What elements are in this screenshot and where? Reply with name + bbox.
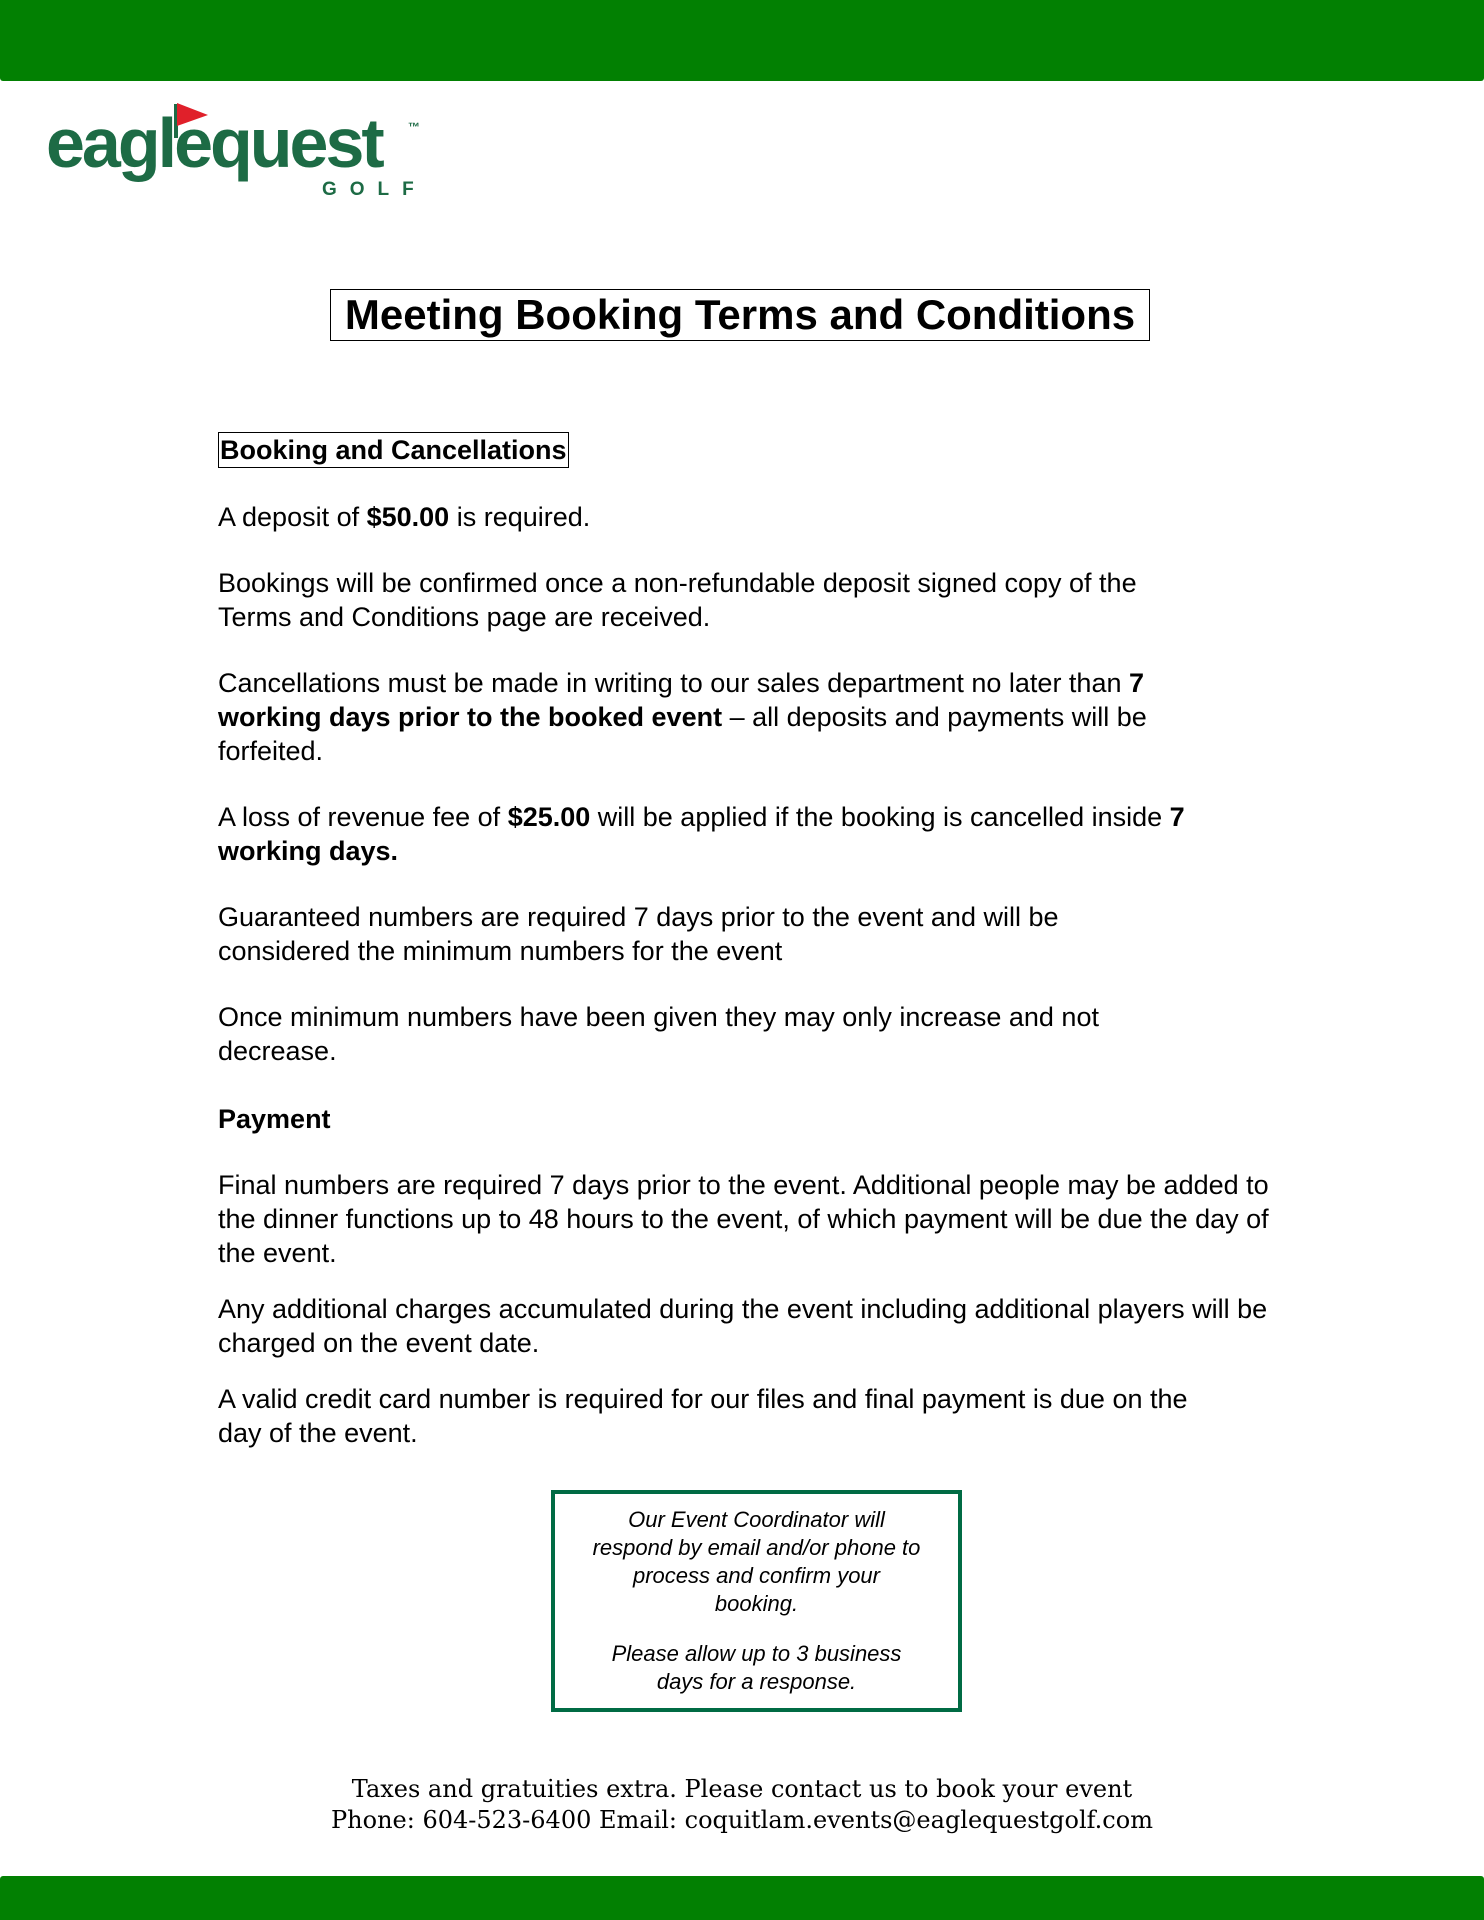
notice-line-4: booking. [714,1591,799,1616]
loss-fee-amount: $25.00 [507,802,591,832]
loss-fee-text-mid: will be applied if the booking is cancelled inside [590,802,1170,832]
top-banner-bar [0,0,1484,81]
card-line-2: day of the event. [218,1418,418,1448]
final-line-3: the event. [218,1238,337,1268]
deposit-amount: $50.00 [366,502,450,532]
notice-paragraph-1 [573,1506,940,1618]
cancellation-text-pre: Cancellations must be made in writing to our sales department no later than [218,668,1129,698]
guaranteed-line-1: Guaranteed numbers are required 7 days prior to the event and will be [218,902,1059,932]
additional-charges-paragraph [218,1292,1368,1360]
confirmation-line-1: Bookings will be confirmed once a non-refundable deposit signed copy of the [218,568,1137,598]
footer-contact-line: Phone: 604-523-6400 Email: coquitlam.events@eaglequestgolf.com [331,1806,1153,1834]
charges-line-2: charged on the event date. [218,1328,540,1358]
notice-line-1: Our Event Coordinator will [628,1507,885,1532]
page-title: Meeting Booking Terms and Conditions [330,289,1150,341]
final-numbers-paragraph [218,1168,1368,1270]
footer-taxes-line: Taxes and gratuities extra. Please contact us to book your event [351,1775,1133,1803]
bottom-banner-bar [0,1876,1484,1920]
charges-line-1: Any additional charges accumulated during the event including additional players will be [218,1294,1268,1324]
guaranteed-numbers-paragraph [218,900,1368,968]
logo-golf-text: GOLF [322,179,427,200]
payment-section-heading: Payment [218,1104,331,1134]
notice-line-2: respond by email and/or phone to [592,1535,921,1560]
card-line-1: A valid credit card number is required for our files and final payment is due on the [218,1384,1188,1414]
confirmation-paragraph [218,566,1368,634]
confirmation-line-2: Terms and Conditions page are received. [218,602,711,632]
final-line-2: the dinner functions up to 48 hours to the event, of which payment will be due the day of [218,1204,1269,1234]
loss-fee-days-number: 7 [1169,802,1185,832]
deposit-text-pre: A deposit of [218,502,367,532]
eaglequest-golf-logo [46,100,436,210]
guaranteed-line-2: considered the minimum numbers for the event [218,936,783,966]
cancellation-days-number: 7 [1129,668,1145,698]
notice-line-5: Please allow up to 3 business [611,1641,902,1666]
cancellation-line-3: forfeited. [218,736,324,766]
loss-fee-text-pre: A loss of revenue fee of [218,802,508,832]
credit-card-paragraph [218,1382,1368,1450]
logo-wordmark: eaglequest [46,104,382,182]
terms-content [218,432,1368,1450]
notice-line-3: process and confirm your [633,1563,880,1588]
cancellation-text-post: – all deposits and payments will be [722,702,1147,732]
deposit-paragraph [218,500,1368,534]
loss-fee-paragraph [218,800,1368,868]
deposit-text-post: is required. [449,502,591,532]
logo-trademark: ™ [408,120,420,134]
event-coordinator-notice [551,1490,962,1712]
booking-section-heading: Booking and Cancellations [218,432,569,468]
minimum-line-1: Once minimum numbers have been given they may only increase and not [218,1002,1099,1032]
minimum-numbers-paragraph [218,1000,1368,1068]
minimum-line-2: decrease. [218,1036,337,1066]
contact-footer [0,1774,1484,1836]
cancellation-paragraph [218,666,1368,768]
loss-fee-days-label: working days. [218,836,399,866]
notice-paragraph-2 [573,1640,940,1696]
notice-line-6: days for a response. [656,1669,857,1694]
cancellation-deadline: working days prior to the booked event [218,702,723,732]
final-line-1: Final numbers are required 7 days prior to the event. Additional people may be added to [218,1170,1269,1200]
